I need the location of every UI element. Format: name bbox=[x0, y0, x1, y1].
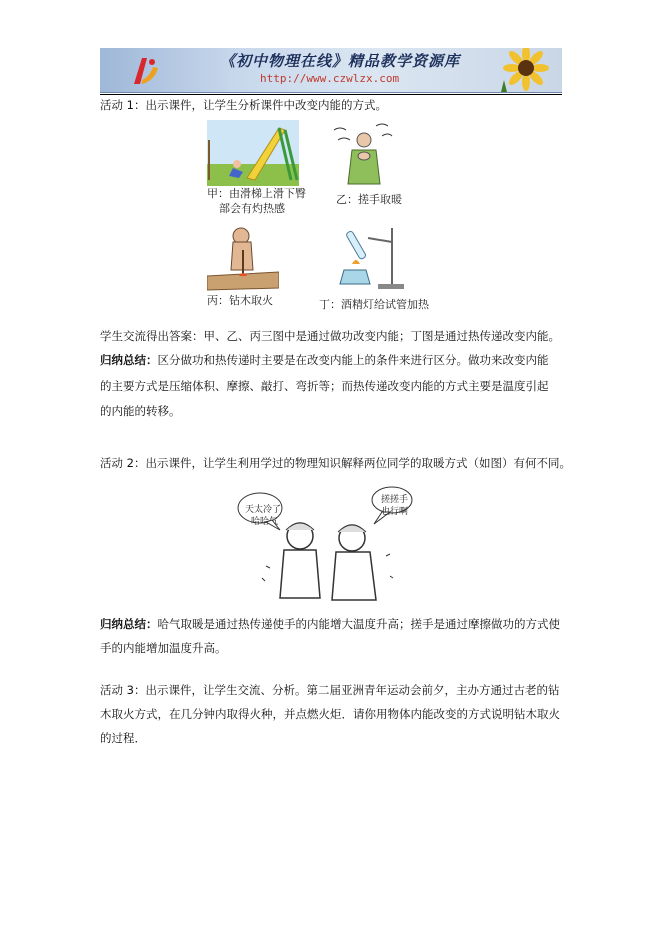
bubble-left-line2: 哈哈气 bbox=[251, 517, 279, 527]
rubbing-hands-illustration bbox=[330, 120, 400, 188]
caption-yi: 乙：搓手取暖 bbox=[336, 193, 402, 206]
slide-illustration bbox=[207, 120, 299, 186]
activity3-line3: 的过程． bbox=[100, 731, 146, 745]
banner-title: 《初中物理在线》精品教学资源库 bbox=[220, 52, 461, 70]
caption-bing: 丙：钻木取火 bbox=[207, 294, 273, 307]
alcohol-lamp-illustration bbox=[332, 224, 406, 292]
activity1-summary-line3: 的内能的转移。 bbox=[100, 404, 181, 418]
drilling-wood-illustration bbox=[207, 226, 279, 292]
activity1-answer: 学生交流得出答案：甲、乙、丙三图中是通过做功改变内能；丁图是通过热传递改变内能。 bbox=[100, 329, 560, 343]
activity3-line2: 木取火方式，在几分钟内取得火种，并点燃火炬．请你用物体内能改变的方式说明钻木取火 bbox=[100, 707, 560, 721]
site-logo-icon bbox=[128, 54, 162, 88]
header-rule bbox=[100, 94, 562, 95]
activity1-intro: 活动 1：出示课件，让学生分析课件中改变内能的方式。 bbox=[100, 98, 387, 112]
header-banner bbox=[100, 48, 562, 93]
caption-ding: 丁：酒精灯给试管加热 bbox=[319, 298, 429, 311]
activity2-summary-line2: 手的内能增加温度升高。 bbox=[100, 641, 227, 655]
activity1-summary-line1 bbox=[100, 353, 549, 367]
banner-url: http://www.czwlzx.com bbox=[260, 72, 400, 85]
bubble-right-line1: 搓搓手 bbox=[381, 495, 409, 505]
summary-text: 哈气取暖是通过热传递使手的内能增大温度升高；搓手是通过摩擦做功的方式使 bbox=[157, 617, 560, 631]
bubble-right-line2: 也行啊 bbox=[381, 507, 409, 517]
sunflower-icon bbox=[494, 48, 556, 93]
summary-text: 区分做功和热传递时主要是在改变内能上的条件来进行区分。做功来改变内能 bbox=[157, 353, 549, 367]
caption-jia-line1: 甲：由滑梯上滑下臀 bbox=[207, 187, 306, 200]
summary-label: 归纳总结： bbox=[100, 353, 158, 367]
activity2-intro: 活动 2：出示课件，让学生利用学过的物理知识解释两位同学的取暖方式（如图）有何不同。 bbox=[100, 456, 571, 470]
caption-jia-line2: 部会有灼热感 bbox=[219, 202, 285, 215]
activity2-summary-line1 bbox=[100, 617, 560, 631]
activity3-line1: 活动 3：出示课件，让学生交流、分析。第二届亚洲青年运动会前夕，主办方通过古老的钻 bbox=[100, 683, 560, 697]
activity1-summary-line2: 的主要方式是压缩体积、摩擦、敲打、弯折等；而热传递改变内能的方式主要是温度引起 bbox=[100, 379, 549, 393]
bubble-left-line1: 天太冷了 bbox=[245, 505, 282, 515]
summary-label: 归纳总结： bbox=[100, 617, 158, 631]
